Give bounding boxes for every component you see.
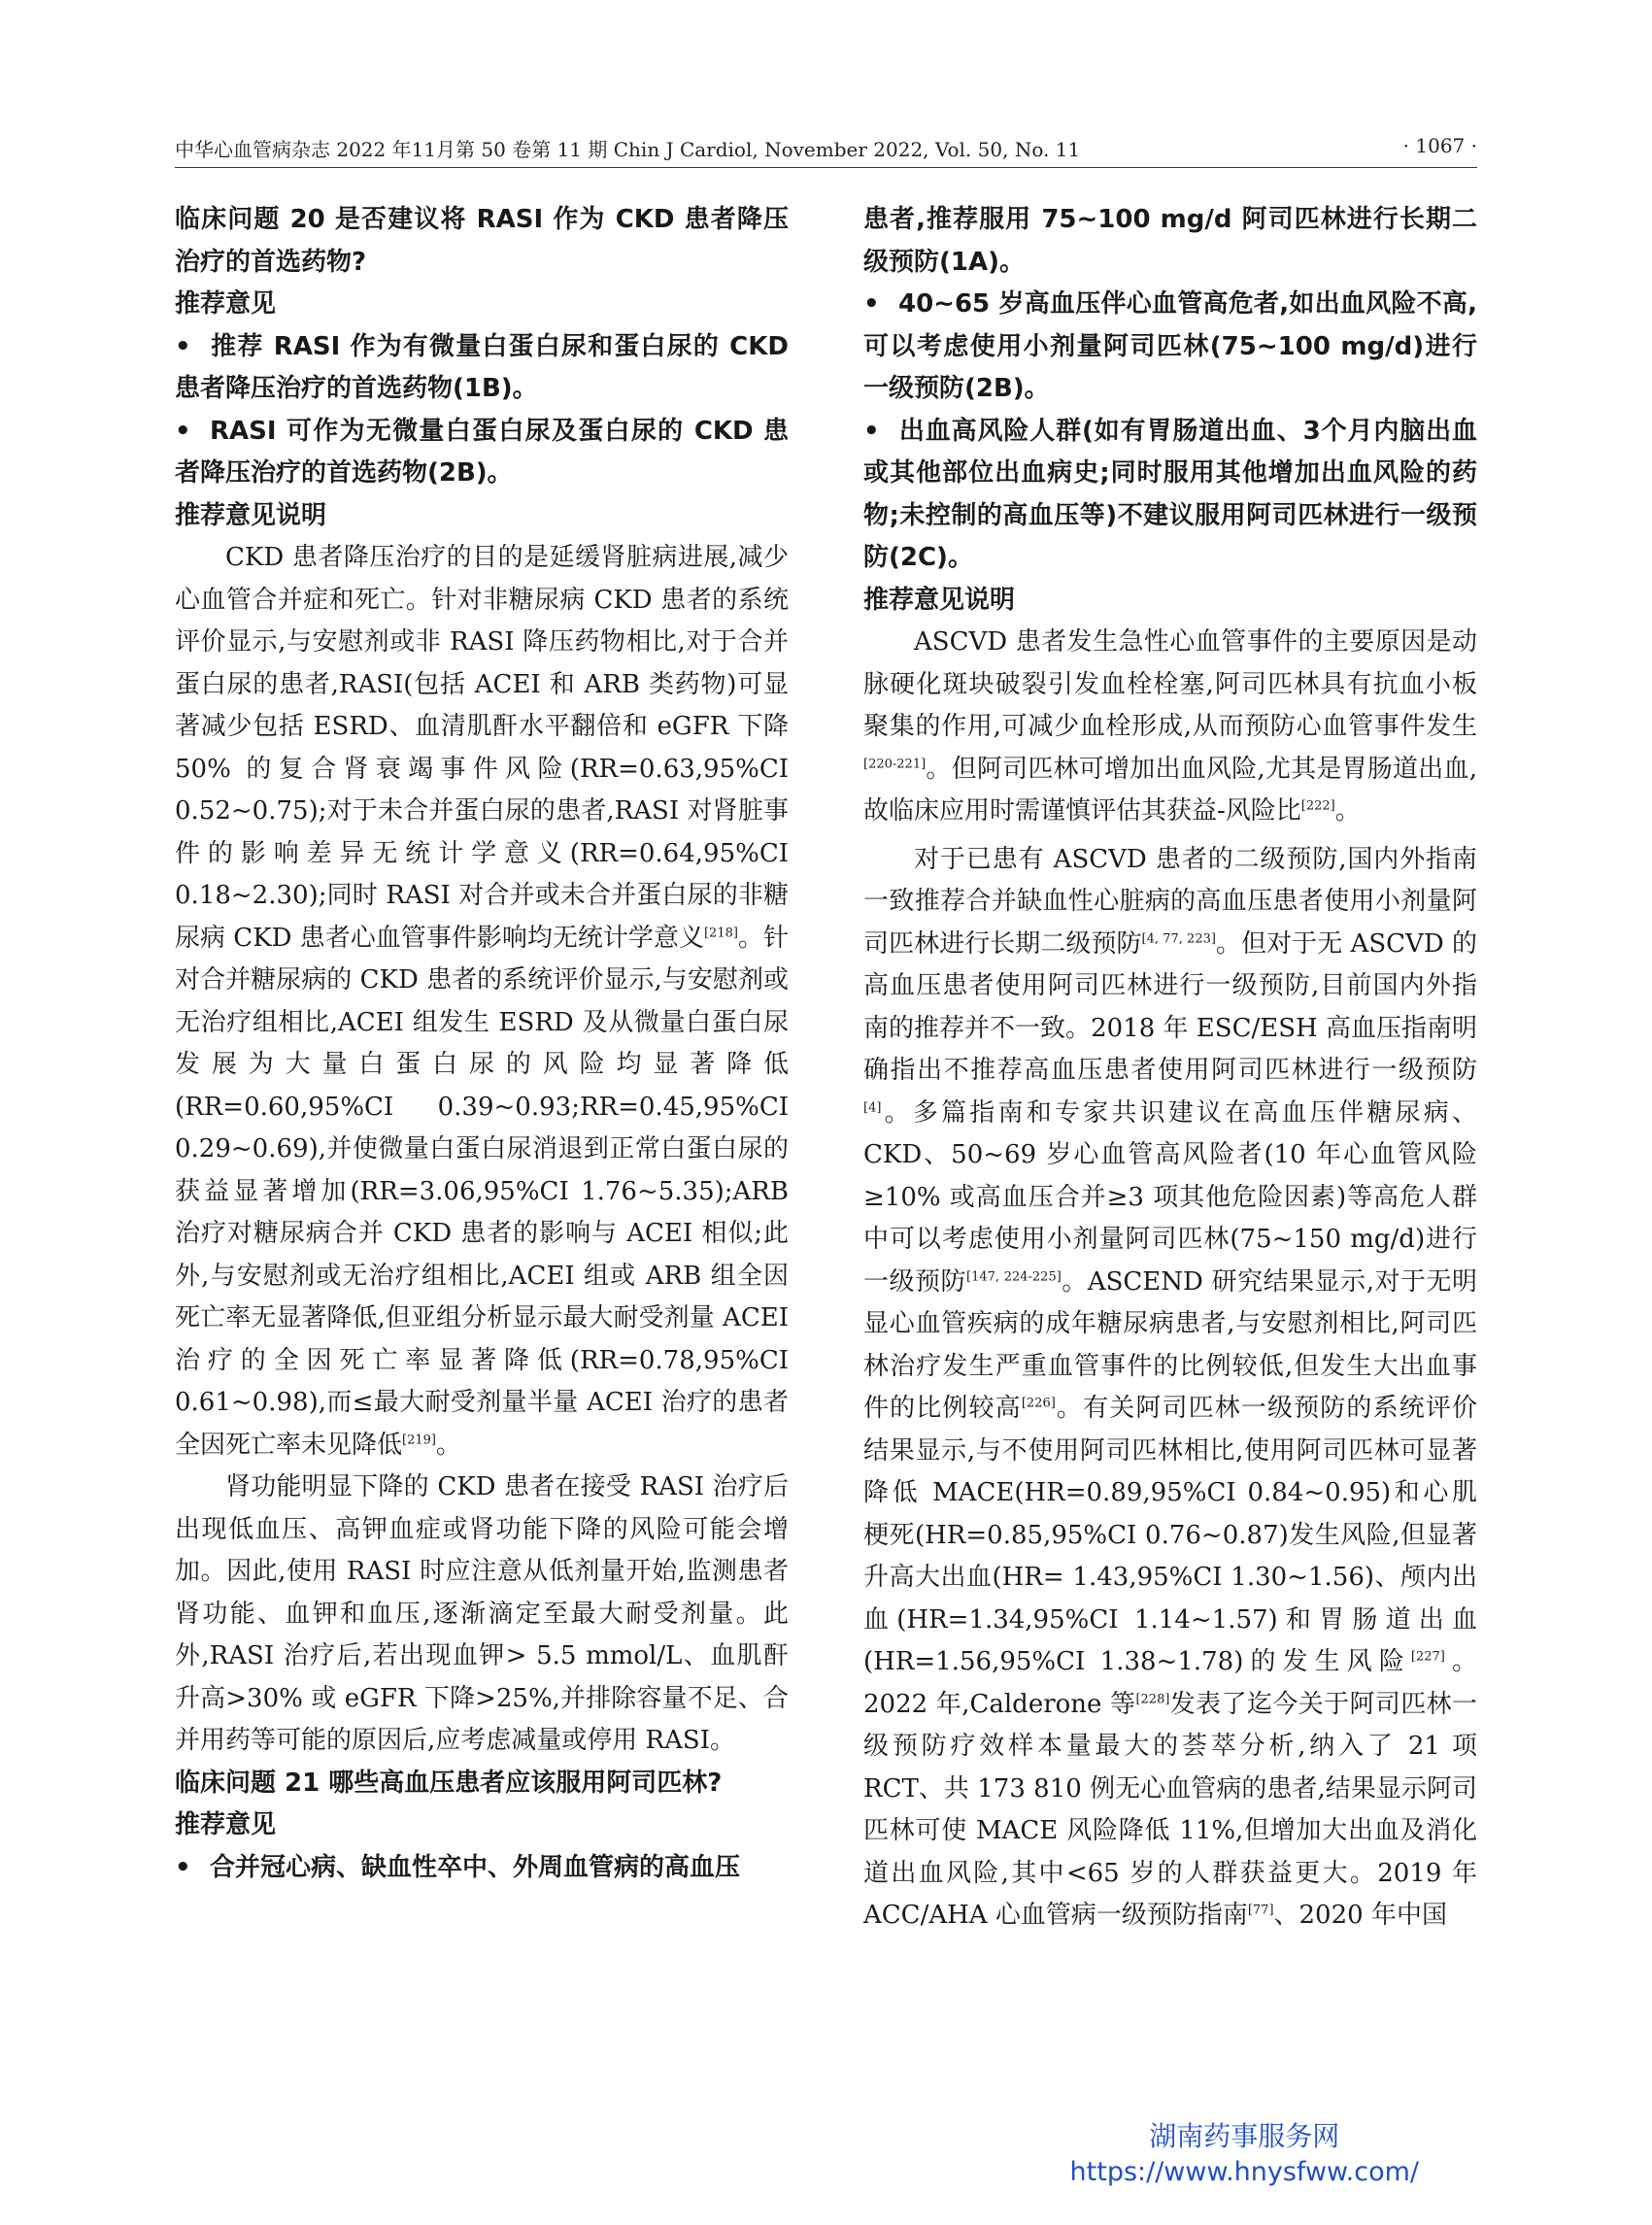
bullet-icon: • [863,416,880,446]
paragraph-ascvd-aspirin [863,622,1477,833]
left-column [175,199,789,1889]
q20-rec2-text: RASI 可作为无微量白蛋白尿及蛋白尿的 CKD 患者降压治疗的首选药物(2B)。 [175,416,789,488]
para4-text-b: 。但对于无 ASCVD 的高血压患者使用阿司匹林进行一级预防,目前国内外指南的推荐并不一致。2018 年 ESC/ESH 高血压指南明确指出不推荐高血压患者使用阿司匹林进行一级预防 [863,928,1477,1085]
citation-4: [4] [863,1099,882,1115]
citation-219: [219] [402,1432,436,1447]
bullet-icon: • [175,331,191,361]
paragraph-ckd-rasi [175,537,789,1466]
para3-text-a: ASCVD 患者发生急性心血管事件的主要原因是动脉硬化斑块破裂引发血栓栓塞,阿司匹林具有抗血小板聚集的作用,可减少血栓形成,从而预防心血管事件发生 [863,627,1477,741]
q20-recommendation-heading: 推荐意见 [175,289,277,319]
journal-citation: 中华心血管病杂志 2022 年11月第 50 卷第 11 期 Chin J Cardiol, November 2022, Vol. 50, No. 11 [175,138,1081,161]
para3-text-c: 。 [1334,796,1361,826]
para1-text-a: CKD 患者降压治疗的目的是延缓肾脏病进展,减少心血管合并症和死亡。针对非糖尿病 CKD 患者的系统评价显示,与安慰剂或非 RASI 降压药物相比,对于合并蛋白尿的患者,RASI(包括 ACEI 和 ARB 类药物)可显著减少包括 ESRD、血清肌酐水平翻倍和 eGFR 下降 50% 的复合肾衰竭事件风险(RR=0.63,95%CI 0.52~0.75);对于未合并蛋白尿的患者,RASI 对肾脏事件的影响差异无统计学意义(RR=0.64,95%CI 0.18~2.30);同时 RASI 对合并或未合并蛋白尿的非糖尿病 CKD 患者心血管事件影响均无统计学意义 [175,543,789,953]
q20-recommendation-2 [175,411,789,495]
watermark [1070,2118,1419,2190]
bullet-icon: • [175,416,191,446]
q21-rec3-text: 出血高风险人群(如有胃肠道出血、3个月内脑出血或其他部位出血病史;同时服用其他增加出血风险的药物;未控制的高血压等)不建议服用阿司匹林进行一级预防(2C)。 [863,416,1477,572]
para4-text-h: 、2020 年中国 [1273,1901,1447,1930]
bullet-icon: • [175,1852,191,1882]
citation-4-77-223: [4, 77, 223] [1141,930,1216,946]
q21-recommendation-3 [863,411,1477,580]
para4-text-d: 。ASCEND 研究结果显示,对于无明显心血管疾病的成年糖尿病患者,与安慰剂相比,阿司匹林治疗发生严重血管事件的比例较低,但发生大出血事件的比例较高 [863,1266,1477,1423]
watermark-url: https://www.hnysfww.com/ [1069,2157,1419,2187]
question-20-title: 临床问题 20 是否建议将 RASI 作为 CKD 患者降压治疗的首选药物? [175,205,789,277]
q21-recommendation-heading: 推荐意见 [175,1810,277,1839]
citation-226: [226] [1021,1396,1056,1411]
para4-text-f: 。2022 年,Calderone 等 [863,1647,1477,1719]
watermark-site-name: 湖南药事服务网 [1149,2120,1340,2152]
q20-recommendation-1 [175,326,789,411]
para4-text-g: 发表了迄今关于阿司匹林一级预防疗效样本量最大的荟萃分析,纳入了 21 项 RCT、共 173 810 例无心血管病的患者,结果显示阿司匹林可使 MACE 风险降低 11%,但增加大出血及消化道出血风险,其中<65 岁的人群获益更大。2019 年 ACC/AHA 心血管病一级预防指南 [863,1689,1477,1930]
q21-rec1-start-text: 合并冠心病、缺血性卒中、外周血管病的高血压 [210,1852,741,1882]
page-number: · 1067 · [1402,134,1477,157]
para4-text-e: 。有关阿司匹林一级预防的系统评价结果显示,与不使用阿司匹林相比,使用阿司匹林可显著降低 MACE(HR=0.89,95%CI 0.84~0.95)和心肌梗死(HR=0.85,95%CI 0.76~0.87)发生风险,但显著升高大出血(HR= 1.43,95%CI 1.30~1.56)、颅内出血(HR=1.34,95%CI 1.14~1.57)和胃肠道出血(HR=1.56,95%CI 1.38~1.78)的发生风险 [863,1394,1477,1676]
citation-222: [222] [1300,798,1335,814]
citation-218: [218] [703,925,738,940]
para4-text-a: 对于已患有 ASCVD 患者的二级预防,国内外指南一致推荐合并缺血性心脏病的高血压患者使用小剂量阿司匹林进行长期二级预防 [863,844,1477,959]
citation-228: [228] [1135,1691,1170,1706]
paragraph-secondary-prevention [863,839,1477,1938]
citation-220-221: [220-221] [863,756,927,771]
q21-rec2-text: 40~65 岁高血压伴心血管高危者,如出血风险不高,可以考虑使用小剂量阿司匹林(75~100 mg/d)进行一级预防(2B)。 [863,289,1477,403]
q21-recommendation-2 [863,284,1477,411]
citation-77: [77] [1247,1903,1274,1918]
para1-text-b: 。针对合并糖尿病的 CKD 患者的系统评价显示,与安慰剂或无治疗组相比,ACEI 组发生 ESRD 及从微量白蛋白尿发展为大量白蛋白尿的风险均显著降低(RR=0.60,95%CI 0.39~0.93;RR=0.45,95%CI 0.29~0.69),并使微量白蛋白尿消退到正常白蛋白尿的获益显著增加(RR=3.06,95%CI 1.76~5.35);ARB 治疗对糖尿病合并 CKD 患者的影响与 ACEI 相似;此外,与安慰剂或无治疗组相比,ACEI 组或 ARB 组全因死亡率无显著降低,但亚组分析显示最大耐受剂量 ACEI 治疗的全因死亡率显著降低(RR=0.78,95%CI 0.61~0.98),而≤最大耐受剂量半量 ACEI 治疗的患者全因死亡率未见降低 [175,923,789,1460]
right-column [863,199,1477,1938]
para3-text-b: 。但阿司匹林可增加出血风险,尤其是胃肠道出血,故临床应用时需谨慎评估其获益-风险比 [863,754,1477,826]
para4-text-c: 。多篇指南和专家共识建议在高血压伴糖尿病、CKD、50~69 岁心血管高风险者(10 年心血管风险≥10% 或高血压合并≥3 项其他危险因素)等高危人群中可以考虑使用小剂量阿司匹林(75~150 mg/d)进行一级预防 [863,1097,1477,1297]
q20-explanation-heading: 推荐意见说明 [175,500,327,530]
citation-147-224-225: [147, 224-225] [966,1268,1062,1284]
q20-rec1-text: 推荐 RASI 作为有微量白蛋白尿和蛋白尿的 CKD 患者降压治疗的首选药物(1B)。 [175,331,789,403]
citation-227: [227] [1410,1649,1445,1665]
paragraph-renal-function: 肾功能明显下降的 CKD 患者在接受 RASI 治疗后出现低血压、高钾血症或肾功能下降的风险可能会增加。因此,使用 RASI 时应注意从低剂量开始,监测患者肾功能、血钾和血压,逐渐滴定至最大耐受剂量。此外,RASI 治疗后,若出现血钾> 5.5 mmol/L、血肌酐升高>30% 或 eGFR 下降>25%,并排除容量不足、合并用药等可能的原因后,应考虑减量或停用 RASI。 [175,1472,789,1755]
running-header [175,128,1477,168]
q21-recommendation-1-start [175,1847,789,1890]
question-21-title: 临床问题 21 哪些高血压患者应该服用阿司匹林? [175,1768,723,1798]
q21-recommendation-1-end: 患者,推荐服用 75~100 mg/d 阿司匹林进行长期二级预防(1A)。 [863,205,1477,277]
bullet-icon: • [863,289,880,319]
para1-text-c: 。 [435,1430,461,1460]
q21-explanation-heading: 推荐意见说明 [863,585,1016,615]
